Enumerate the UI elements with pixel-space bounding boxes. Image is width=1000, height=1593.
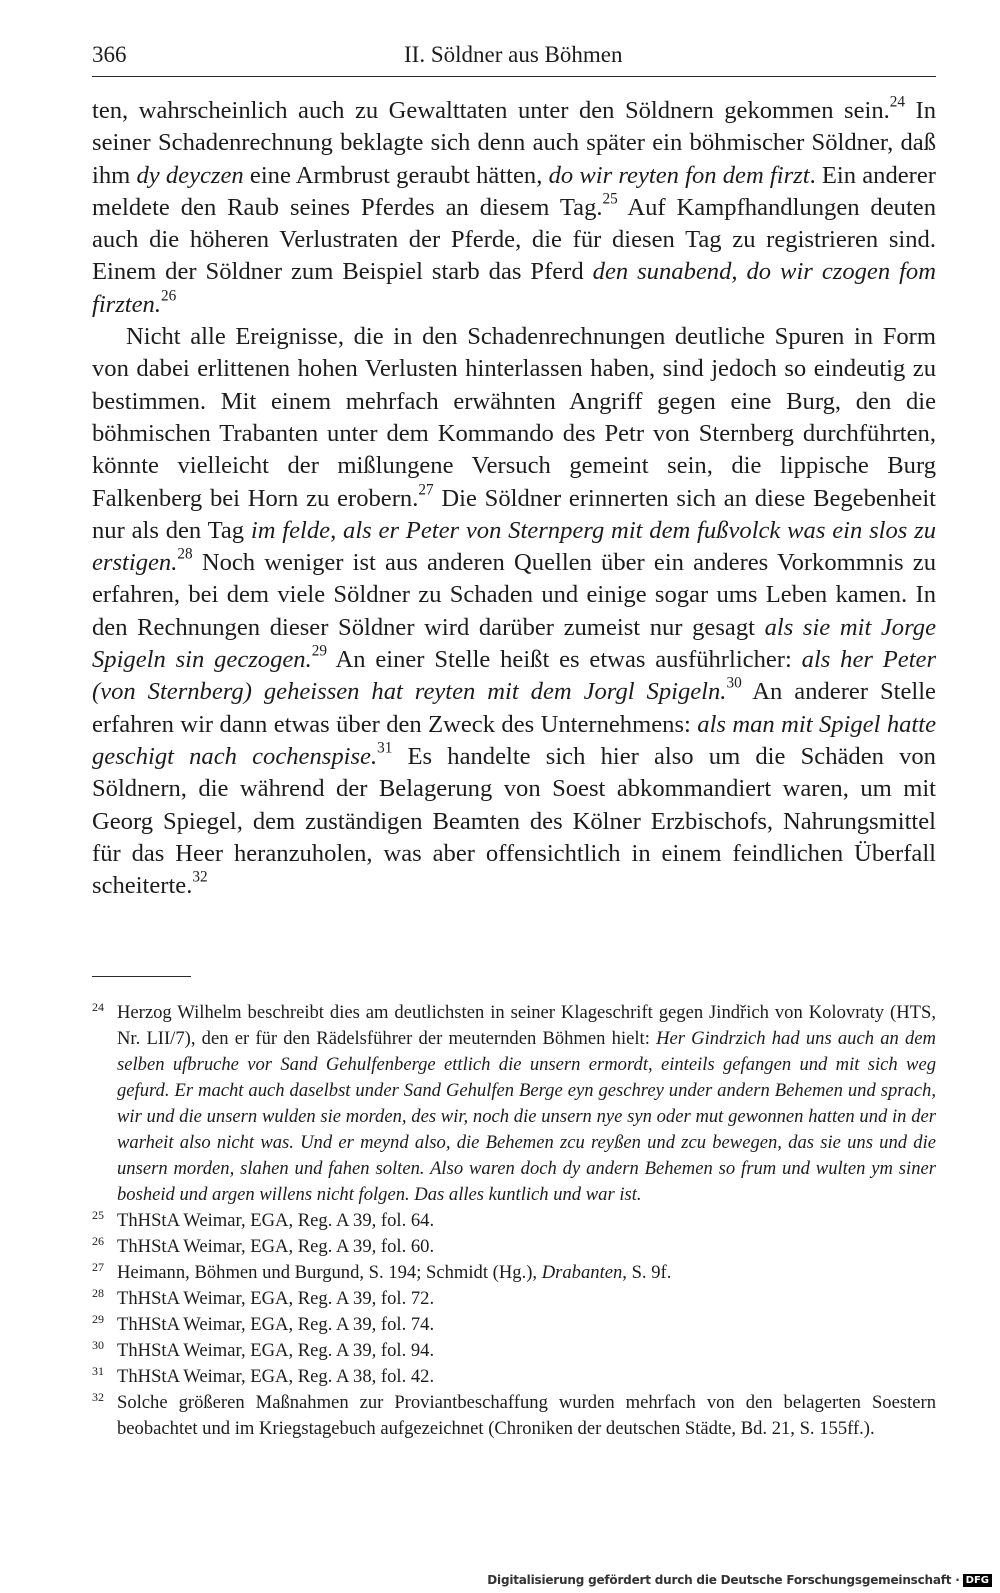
quotation: do wir reyten fon dem firzt: [548, 161, 810, 189]
text-run: eine Armbrust geraubt hätten,: [243, 161, 549, 189]
footnote-text: Herzog Wilhelm beschreibt dies am deutlichsten in seiner Klageschrift gegen Jindřich von Kolovraty (HTS, Nr. LII/7), den er für den Rädelsführer der meuternden Böhmen hielt:: [117, 1002, 936, 1049]
footnote-number: 28: [92, 1286, 104, 1300]
footnote-ref-27: 27: [418, 481, 434, 499]
quotation: als man mit Spigel hatte geschigt nach cochenspise.: [92, 710, 936, 770]
footnote-number: 27: [92, 1260, 104, 1274]
footnote-25: [92, 1208, 936, 1234]
text-run: An anderer Stelle erfahren wir dann etwas über den Zweck des Unternehmens:: [92, 678, 936, 738]
footnote-title: Drabanten: [541, 1262, 623, 1283]
text-run: Es handelte sich hier also um die Schäden von Söldnern, die während der Belagerung von Soest abkommandiert waren, um mit Georg Spiegel, dem zuständigen Beamten des Kölner Erzbischofs, Nahrungsmittel für das Heer heranzuholen, was aber offensichtlich in einem feindlichen Überfall scheiterte.: [92, 742, 936, 900]
quotation: als her Peter (von Sternberg) geheissen hat reyten mit dem Jorgl Spigeln.: [92, 646, 937, 706]
footnote-text: ThHStA Weimar, EGA, Reg. A 39, fol. 94.: [117, 1340, 435, 1361]
page-header: [92, 40, 936, 77]
footnote-separator: [92, 976, 191, 977]
footnote-text: , S. 9f.: [622, 1262, 672, 1283]
text-run: Auf Kampfhandlungen deuten auch die höheren Verlustraten der Pferde, die für diesen Tag zu registrieren sind. Einem der Söldner zum Beispiel starb das Pferd: [92, 193, 936, 286]
footnote-number: 25: [92, 1208, 104, 1222]
credit-text: Digitalisierung gefördert durch die Deutsche Forschungsgemeinschaft ·: [487, 1573, 960, 1587]
text-run: Nicht alle Ereignisse, die in den Schadenrechnungen deutliche Spuren in Form von dabei erlittenen hohen Verlusten hinterlassen haben, sind jedoch so eindeutig zu bestimmen. Mit einem mehrfach erwähnten Angriff gegen eine Burg, den die böhmischen Trabanten unter dem Kommando des Petr von Sternberg durchführten, könnte vielleicht der mißlungene Versuch gemeint sein, die lippische Burg Falkenberg bei Horn zu erobern.: [92, 323, 936, 512]
footnote-ref-24: 24: [889, 93, 906, 111]
footnote-26: [92, 1234, 936, 1260]
paragraph-1: [92, 95, 936, 321]
quotation: den sunabend, do wir czogen fom firzten.: [92, 258, 936, 318]
page-number: 366: [92, 42, 127, 67]
dfg-logo: DFG: [963, 1574, 992, 1587]
footnote-ref-25: 25: [602, 190, 618, 208]
footnote-29: [92, 1312, 936, 1338]
text-run: ten, wahrscheinlich auch zu Gewalttaten unter den Söldnern gekommen sein.: [92, 97, 890, 124]
quotation: im felde, als er Peter von Sternperg mit dem fußvolck was ein slos zu erstigen.: [92, 516, 937, 577]
footnote-27: [92, 1260, 936, 1286]
text-run: In seiner Schadenrechnung beklagte sich denn auch später ein böhmischer Söldner, daß ihm: [92, 97, 937, 189]
running-head: II. Söldner aus Böhmen: [404, 42, 623, 67]
text-run: . Ein anderer meldete den Raub seines Pferdes an diesem Tag.: [92, 161, 936, 221]
footnote-text: ThHStA Weimar, EGA, Reg. A 39, fol. 74.: [117, 1314, 435, 1335]
footnote-ref-31: 31: [377, 739, 393, 757]
footnote-32: [92, 1390, 936, 1442]
footnote-number: 24: [92, 1000, 104, 1014]
footnote-number: 26: [92, 1234, 104, 1248]
footnote-text: Heimann, Böhmen und Burgund, S. 194; Schmidt (Hg.),: [117, 1262, 542, 1283]
footnote-31: [92, 1364, 936, 1390]
footnote-30: [92, 1338, 936, 1364]
digitization-credit: [487, 1573, 992, 1587]
text-run: Noch weniger ist aus anderen Quellen über ein anderes Vorkommnis zu erfahren, bei dem viele Söldner zu Schaden und einige sogar ums Leben kamen. In den Rechnungen dieser Söldner wird darüber zumeist nur gesagt: [92, 549, 936, 641]
footnote-text: ThHStA Weimar, EGA, Reg. A 39, fol. 64.: [117, 1210, 435, 1231]
text-run: An einer Stelle heißt es etwas ausführlicher:: [327, 646, 802, 674]
footnote-text: ThHStA Weimar, EGA, Reg. A 39, fol. 72.: [117, 1288, 435, 1309]
footnote-quotation: Her Gindrzich had uns auch an dem selben ufbruche vor Sand Gehulfenberge ettlich die unsern ermordt, einteils gefangen und mit sich weg gefurd. Er macht auch daselbst under Sand Gehulfen Berge eyn geschrey under andern Behemen und sprach, wir und die unsern wulden sie morden, des wir, noch die unsern nye syn oder mut gewonnen hatten und in der warheit also nicht was. Und er meynd also, die Behemen zcu reyßen und zcu bewegen, das sie uns und die unsern morden, slahen und fahen solten. Also waren doch dy andern Behemen so frum und wulten ym siner bosheid und argen willens nicht folgen. Das alles kuntlich und war ist.: [117, 1028, 936, 1205]
footnote-number: 32: [92, 1390, 104, 1404]
text-run: Die Söldner erinnerten sich an diese Begebenheit nur als den Tag: [92, 484, 936, 544]
footnote-number: 29: [92, 1312, 104, 1326]
footnote-ref-32: 32: [192, 868, 208, 886]
quotation: dy deyczen: [136, 161, 244, 189]
footnote-ref-29: 29: [311, 642, 328, 660]
paragraph-2: [92, 321, 936, 902]
footnote-ref-30: 30: [726, 674, 742, 692]
footnotes: [92, 1000, 936, 1442]
footnote-text: ThHStA Weimar, EGA, Reg. A 38, fol. 42.: [117, 1366, 435, 1387]
footnote-ref-26: 26: [161, 287, 177, 305]
quotation: als sie mit Jorge Spigeln sin geczogen.: [92, 613, 936, 674]
footnote-number: 31: [92, 1364, 104, 1378]
footnote-text: Solche größeren Maßnahmen zur Proviantbeschaffung wurden mehrfach von den belagerten Soestern beobachtet und im Kriegstagebuch aufgezeichnet (Chroniken der deutschen Städte, Bd. 21, S. 155ff.).: [117, 1392, 936, 1439]
footnote-text: ThHStA Weimar, EGA, Reg. A 39, fol. 60.: [117, 1236, 435, 1257]
body-text: [92, 95, 936, 902]
footnote-ref-28: 28: [177, 545, 193, 563]
footnote-28: [92, 1286, 936, 1312]
footnote-number: 30: [92, 1338, 104, 1352]
footnote-24: [92, 1000, 936, 1208]
